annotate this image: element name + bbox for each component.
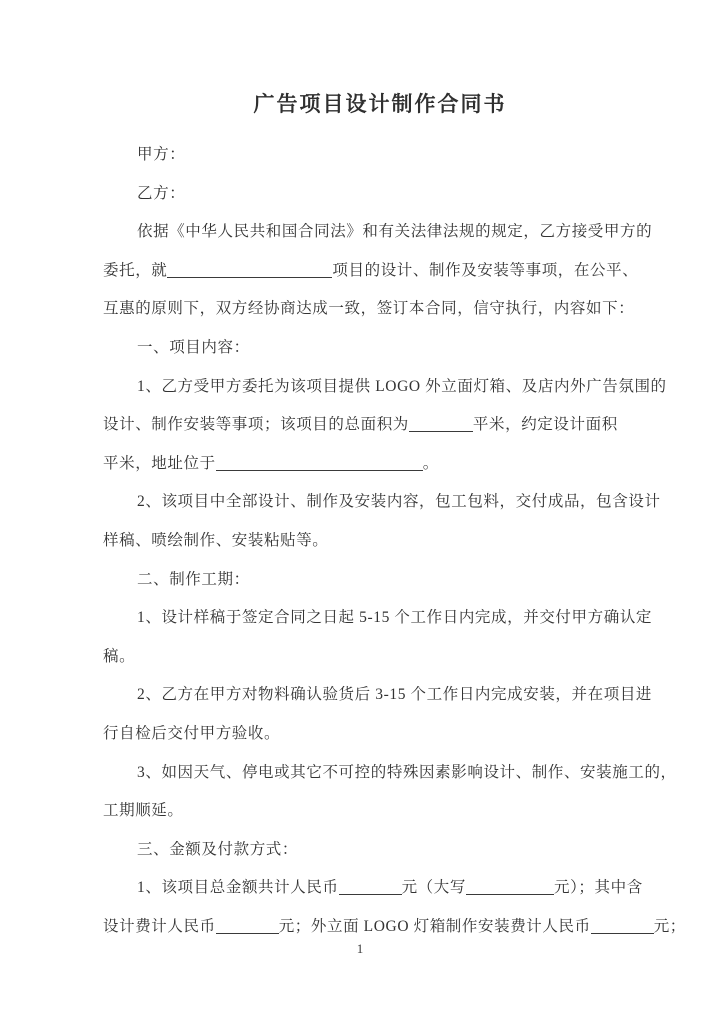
contract-title: 广告项目设计制作合同书 <box>253 92 507 116</box>
contract-line-17 <box>103 754 720 793</box>
contract-text: 设计费计人民币 <box>103 917 216 935</box>
contract-text: 3、如因天气、停电或其它不可控的特殊因素影响设计、制作、安装施工的， <box>137 763 677 781</box>
page-number: 1 <box>356 941 364 956</box>
contract-text: 样稿、喷绘制作、安装粘贴等。 <box>103 531 329 549</box>
fill-in-blank <box>339 879 402 896</box>
contract-text: 2、该项目中全部设计、制作及安装内容，包工包料，交付成品，包含设计 <box>137 493 661 511</box>
contract-line-7 <box>103 368 720 407</box>
fill-in-blank <box>409 416 473 433</box>
contract-text: 元）；其中含 <box>553 879 643 897</box>
contract-text: 行自检后交付甲方验收。 <box>103 724 281 742</box>
contract-text: 一、项目内容： <box>137 338 250 356</box>
contract-text: 。 <box>422 454 439 472</box>
contract-text: 元； <box>653 917 686 935</box>
contract-body <box>0 136 720 946</box>
contract-line-12 <box>103 561 720 600</box>
contract-text: 平米，约定设计面积 <box>472 416 618 434</box>
contract-line-4 <box>103 252 720 291</box>
contract-line-10 <box>103 483 720 522</box>
fill-in-blank <box>591 917 654 934</box>
contract-line-16 <box>103 715 720 754</box>
contract-line-19 <box>103 831 720 870</box>
fill-in-blank <box>167 261 332 278</box>
contract-text: 互惠的原则下，双方经协商达成一致，签订本合同，信守执行，内容如下： <box>103 300 635 318</box>
contract-text: 1、该项目总金额共计人民币 <box>137 879 339 897</box>
contract-text: 元；外立面 LOGO 灯箱制作安装费计人民币 <box>278 917 591 935</box>
contract-line-2 <box>103 175 720 214</box>
contract-text: 依据《中华人民共和国合同法》和有关法律法规的规定，乙方接受甲方的 <box>137 223 653 241</box>
contract-line-5 <box>103 290 720 329</box>
contract-text: 设计、制作安装等事项；该项目的总面积为 <box>103 416 409 434</box>
contract-text: 2、乙方在甲方对物料确认验货后 3-15 个工作日内完成安装，并在项目进 <box>137 686 653 704</box>
contract-text: 三、金额及付款方式： <box>137 840 299 858</box>
contract-text: 乙方： <box>137 184 186 202</box>
contract-text: 元（大写 <box>401 879 466 897</box>
contract-text: 委托，就 <box>103 261 168 279</box>
contract-text: 稿。 <box>103 647 136 665</box>
contract-text: 项目的设计、制作及安装等事项，在公平、 <box>332 261 639 279</box>
contract-line-14 <box>103 638 720 677</box>
fill-in-blank <box>216 454 423 471</box>
contract-text: 1、设计样稿于签定合同之日起 5-15 个工作日内完成，并交付甲方确认定 <box>137 609 653 627</box>
contract-text: 1、乙方受甲方委托为该项目提供 LOGO 外立面灯箱、及店内外广告氛围的 <box>137 377 667 395</box>
contract-line-3 <box>103 213 720 252</box>
contract-text: 工期顺延。 <box>103 802 184 820</box>
contract-text: 甲方： <box>137 146 186 163</box>
contract-line-18 <box>103 792 720 831</box>
contract-line-15 <box>103 676 720 715</box>
contract-line-1 <box>103 136 720 175</box>
contract-line-9 <box>103 445 720 484</box>
contract-line-20 <box>103 869 720 908</box>
fill-in-blank <box>216 917 279 934</box>
contract-text: 二、制作工期： <box>137 570 250 588</box>
contract-line-13 <box>103 599 720 638</box>
fill-in-blank <box>466 879 554 896</box>
contract-text: 平米，地址位于 <box>103 454 216 472</box>
contract-line-11 <box>103 522 720 561</box>
contract-line-6 <box>103 329 720 368</box>
contract-line-8 <box>103 406 720 445</box>
